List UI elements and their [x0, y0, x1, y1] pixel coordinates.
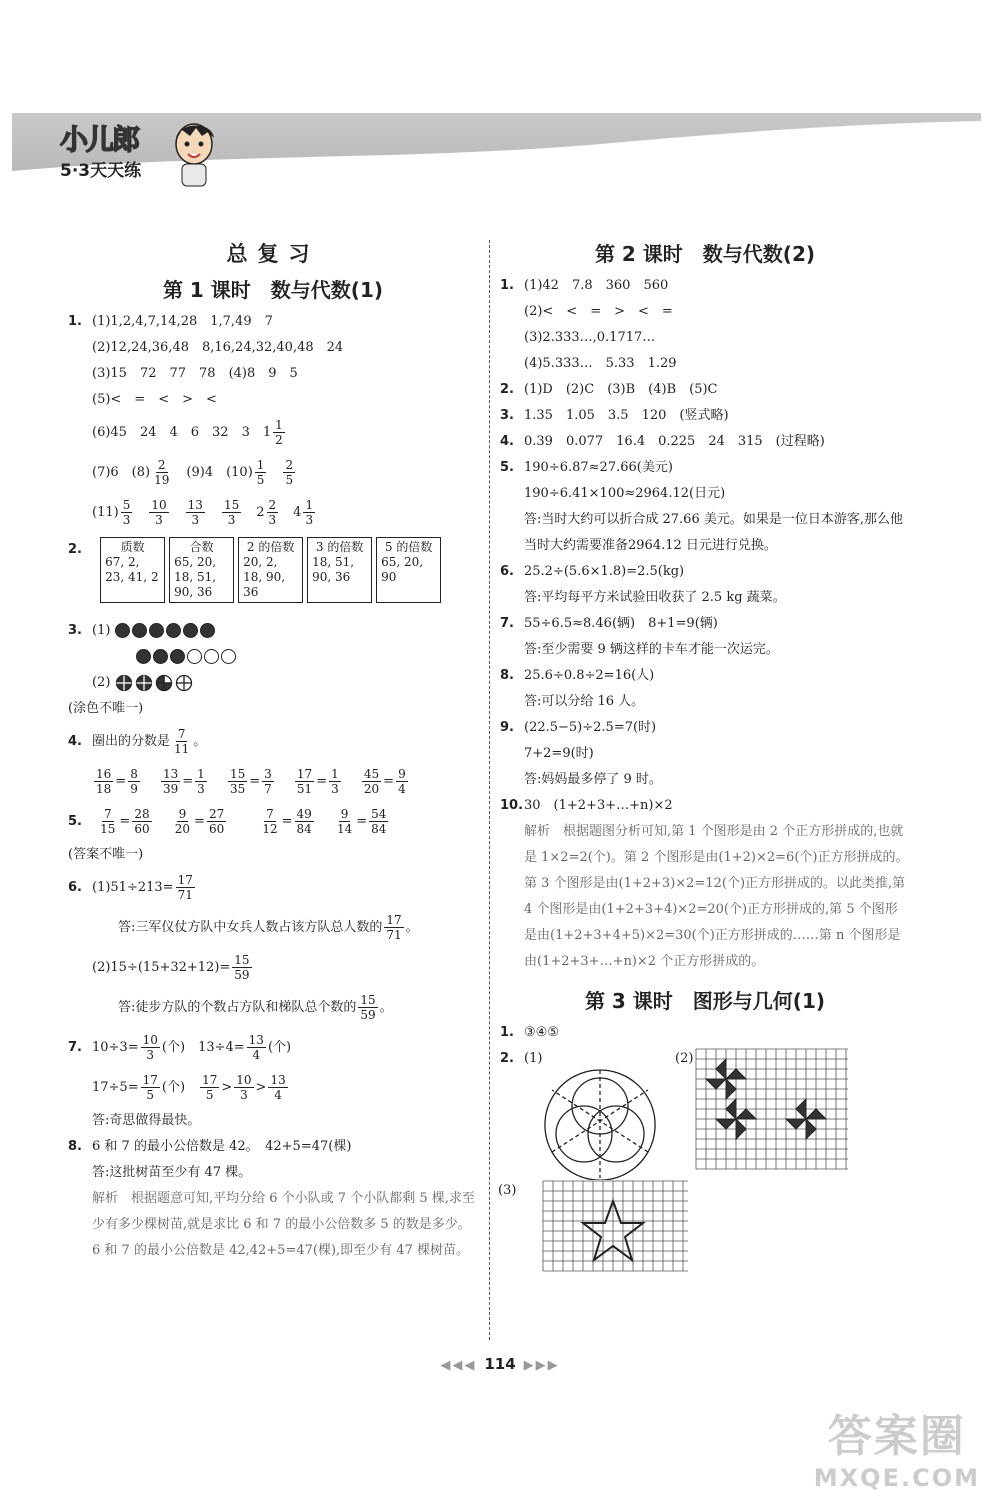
fraction	[176, 873, 195, 902]
r-q6-answer: 答:平均每平方米试验田收获了 2.5 kg 蔬菜。	[524, 590, 786, 605]
denominator: 11	[174, 742, 190, 756]
q1-line-5	[68, 413, 478, 453]
denominator: 59	[234, 968, 250, 982]
fraction	[141, 1033, 160, 1062]
q3-line-1	[68, 618, 478, 644]
fraction	[283, 458, 295, 487]
right-column	[500, 238, 910, 1278]
numerator: 1	[197, 767, 205, 781]
numerator: 1	[275, 418, 283, 432]
denominator: 51	[296, 782, 313, 796]
denominator: 4	[398, 782, 406, 796]
q6-ans-1-text: 答:三军仪仗方队中女兵人数占该方队总人数的	[118, 920, 383, 935]
denominator: 3	[240, 1088, 248, 1102]
q6-line-1	[68, 868, 478, 908]
denominator: 3	[191, 513, 200, 527]
page-number: 114	[484, 1355, 516, 1373]
r-q9-number: 9.	[500, 720, 514, 735]
equation: $\frac{7}{12}$ = $\frac{49}{84}$	[262, 807, 312, 836]
q1-line-6	[68, 453, 478, 493]
table-cell	[238, 537, 303, 603]
whole-part: 4	[293, 505, 302, 520]
q3-line-2	[68, 670, 478, 696]
q6-number: 6.	[68, 880, 82, 895]
r-q5-line-1	[500, 455, 910, 481]
numerator: 5	[122, 498, 131, 512]
period: 。	[379, 1000, 393, 1015]
denominator: 3	[305, 513, 314, 527]
lesson-2-title: 第 2 课时 数与代数(2)	[594, 242, 816, 266]
fraction	[260, 807, 279, 836]
r-q6-eq: 25.2÷(5.6×1.8)=2.5(kg)	[524, 564, 685, 579]
r-q9-line-1	[500, 715, 910, 741]
r-q2-line	[500, 377, 910, 403]
table-cell	[100, 537, 165, 603]
q5-equations	[68, 802, 478, 842]
fraction	[234, 1073, 253, 1102]
numerator: 9	[340, 807, 349, 821]
denominator: 35	[229, 782, 246, 796]
q7-line-2	[68, 1068, 478, 1108]
numerator: 17	[386, 913, 402, 927]
denominator: 19	[154, 473, 170, 487]
denominator: 20	[363, 782, 380, 796]
denominator: 20	[174, 822, 191, 836]
denominator: 71	[386, 928, 402, 942]
fraction	[128, 767, 140, 796]
g2-part-2-label: (2)	[675, 1051, 694, 1066]
q4-line-1	[68, 722, 478, 762]
table-cell	[307, 537, 372, 603]
empty-circle-icon	[221, 649, 236, 664]
r-q4-line	[500, 429, 910, 455]
unit: (个)	[161, 1080, 186, 1095]
q7-eq-1: 10÷3=	[92, 1040, 139, 1055]
watermark-url: MXQE.COM	[813, 1464, 980, 1492]
numerator: 10	[236, 1073, 252, 1087]
fraction	[369, 807, 388, 836]
fraction	[335, 807, 354, 836]
fraction	[384, 913, 403, 942]
numerator: 7	[177, 727, 186, 741]
denominator: 7	[264, 782, 272, 796]
q3-dots-row-2	[68, 644, 478, 670]
fraction	[94, 767, 113, 796]
table-cell	[169, 537, 234, 603]
cell-values: 20, 2, 18, 90, 36	[243, 555, 286, 599]
r-q6-line-1	[500, 559, 910, 585]
denominator: 71	[177, 888, 193, 902]
q2-number: 2.	[68, 542, 82, 557]
cell-values: 65, 20, 18, 51, 90, 36	[174, 555, 217, 599]
q8-line-1	[68, 1134, 478, 1160]
q6-eq-2: (2)15÷(15+32+12)=	[92, 960, 231, 975]
denominator: 5	[205, 1088, 214, 1102]
numerator: 17	[296, 767, 313, 781]
watermark-title: 答案圈	[827, 1411, 966, 1462]
numerator: 13	[248, 1033, 264, 1047]
r-q3-number: 3.	[500, 408, 514, 423]
r-q9-answer: 答:妈妈最多停了 9 时。	[524, 772, 662, 787]
denominator: 84	[371, 822, 387, 836]
denominator: 4	[274, 1088, 282, 1102]
r-q1-line-1	[500, 273, 910, 299]
q7-line-1	[68, 1028, 478, 1068]
fraction	[152, 458, 171, 487]
header-banner	[12, 113, 981, 183]
denominator: 3	[268, 513, 277, 527]
q5-number: 5.	[68, 814, 82, 829]
logo	[60, 118, 141, 181]
numerator: 2	[285, 458, 294, 472]
cell-header: 合数	[189, 540, 214, 554]
fraction	[295, 807, 314, 836]
r-q6-number: 6.	[500, 564, 514, 579]
fraction	[232, 953, 251, 982]
numerator: 13	[162, 767, 179, 781]
filled-circle-icon	[115, 623, 130, 638]
g2-number: 2.	[500, 1051, 514, 1066]
q1-l7-text: (11)	[92, 505, 119, 520]
r-q4-answer: 0.39 0.077 16.4 0.225 24 315 (过程略)	[524, 434, 825, 449]
q6-eq-1: (1)51÷213=	[92, 880, 174, 895]
fraction	[329, 767, 341, 796]
q1-l6-text-b: (9)4 (10)	[186, 465, 253, 480]
denominator: 84	[296, 822, 312, 836]
g1-number: 1.	[500, 1025, 514, 1040]
left-arrows-icon: ◀◀◀	[440, 1358, 477, 1373]
q1-l5-text: (6)45 24 4 6 32 3 1	[92, 425, 272, 440]
denominator: 15	[100, 822, 116, 836]
numerator: 45	[363, 767, 380, 781]
denominator: 3	[146, 1048, 155, 1062]
numerator: 8	[130, 767, 138, 781]
r-q9-line-2: 7+2=9(时)	[524, 746, 594, 761]
r-q8-number: 8.	[500, 668, 514, 683]
numerator: 15	[223, 498, 240, 512]
fraction	[273, 418, 285, 447]
numerator: 16	[96, 767, 112, 781]
logo-title: 小儿郎	[60, 123, 139, 156]
denominator: 3	[197, 782, 205, 796]
filled-circle-icon	[136, 649, 151, 664]
equation: $\frac{45}{20}$ = $\frac{9}{4}$	[363, 767, 406, 796]
filled-circle-icon	[132, 623, 147, 638]
q3-number: 3.	[68, 623, 82, 638]
pinwheel-grid-figure	[695, 1048, 850, 1178]
numerator: 1	[256, 458, 265, 472]
r-q1-line-3: (3)2.333…,0.1717…	[524, 330, 656, 345]
numerator: 1	[305, 498, 314, 512]
denominator: 39	[162, 782, 179, 796]
fraction	[132, 807, 151, 836]
fraction	[303, 498, 315, 527]
r-q10-answer: 30 (1+2+3+…+n)×2	[524, 798, 673, 813]
numerator: 10	[142, 1033, 158, 1047]
quartered-circles-icon	[115, 674, 205, 692]
greater-than: >	[255, 1080, 267, 1095]
r-q9-eq-1: (22.5−5)÷2.5=7(时)	[524, 720, 657, 735]
filled-circle-icon	[170, 649, 185, 664]
fraction	[141, 1073, 160, 1102]
period: 。	[193, 734, 207, 749]
fraction	[268, 1073, 287, 1102]
r-q5-number: 5.	[500, 460, 514, 475]
r-q8-answer: 答:可以分给 16 人。	[524, 694, 645, 709]
r-q1-line-4: (4)5.333… 5.33 1.29	[524, 356, 677, 371]
equation: $\frac{9}{20}$ = $\frac{27}{60}$	[174, 807, 225, 836]
q3-part-2-label: (2)	[92, 675, 111, 690]
q8-answer: 答:这批树苗至少有 47 棵。	[92, 1165, 252, 1180]
filled-circle-icon	[149, 623, 164, 638]
equation: $\frac{16}{18}$ = $\frac{8}{9}$	[96, 767, 138, 796]
table-cell	[376, 537, 441, 603]
q1-l6-text-a: (7)6 (8)	[92, 465, 151, 480]
q1-line-7	[68, 493, 478, 533]
numerator: 27	[208, 807, 225, 821]
logo-subtitle: 5·3天天练	[60, 161, 142, 181]
fraction	[161, 767, 180, 796]
denominator: 5	[285, 473, 294, 487]
numerator: 17	[142, 1073, 158, 1087]
r-q8-line-1	[500, 663, 910, 689]
r-q1-number: 1.	[500, 278, 514, 293]
numerator: 54	[371, 807, 387, 821]
period: 。	[405, 920, 419, 935]
fraction	[149, 498, 168, 527]
cell-header: 3 的倍数	[315, 540, 364, 554]
denominator: 3	[331, 782, 339, 796]
numerator: 13	[187, 498, 203, 512]
q1-line-4: (5)< = < > <	[92, 392, 217, 407]
number-classification-table	[96, 537, 445, 603]
filled-circle-icon	[153, 649, 168, 664]
r-q8-eq: 25.6÷0.8÷2=16(人)	[524, 668, 655, 683]
lesson-3-title: 第 3 课时 图形与几何(1)	[584, 989, 826, 1013]
g2-part-1-label: (1)	[524, 1051, 543, 1066]
g2-part-3	[500, 1178, 910, 1278]
q7-answer: 答:奇思做得最快。	[92, 1113, 201, 1128]
r-q1-line-2: (2)< < = > < =	[524, 304, 673, 319]
fraction	[121, 498, 133, 527]
filled-circle-icon	[183, 623, 198, 638]
fraction	[222, 498, 241, 527]
r-q2-answer: (1)D (2)C (3)B (4)B (5)C	[524, 382, 718, 397]
q7-number: 7.	[68, 1040, 82, 1055]
q1-line-1	[68, 309, 478, 335]
q7-eq-2: 13÷4=	[198, 1040, 245, 1055]
cell-header: 2 的倍数	[246, 540, 295, 554]
reuleaux-circles-figure	[540, 1060, 660, 1180]
unit: (个)	[161, 1040, 186, 1055]
denominator: 5	[146, 1088, 155, 1102]
filled-circle-icon	[200, 623, 215, 638]
fraction	[362, 767, 381, 796]
fraction	[396, 767, 408, 796]
r-q1-answer-1: (1)42 7.8 360 560	[524, 278, 669, 293]
r-q7-answer: 答:至少需要 9 辆这样的卡车才能一次运完。	[524, 642, 779, 657]
fraction	[98, 807, 117, 836]
fraction	[195, 767, 207, 796]
unit: (个)	[267, 1040, 292, 1055]
equation: $\frac{7}{15}$ = $\frac{28}{60}$	[100, 807, 150, 836]
q1-answer-1: (1)1,2,4,7,14,28 1,7,49 7	[92, 314, 273, 329]
filled-circle-icon	[166, 623, 181, 638]
q3-note: (涂色不唯一)	[68, 701, 144, 716]
denominator: 60	[208, 822, 225, 836]
denominator: 59	[360, 1008, 376, 1022]
q4-text: 圈出的分数是	[92, 734, 171, 749]
denominator: 14	[336, 822, 353, 836]
empty-circle-icon	[187, 649, 202, 664]
q3-part-1-label: (1)	[92, 623, 111, 638]
numerator: 7	[266, 807, 274, 821]
fraction	[262, 767, 274, 796]
numerator: 28	[134, 807, 150, 821]
r-q5-answer: 答:当时大约可以折合成 27.66 美元。如果是一位日本游客,那么他当时大约需要准备2964.12 日元进行兑换。	[524, 512, 903, 553]
numerator: 15	[234, 953, 250, 967]
g2-part-3-label: (3)	[498, 1183, 517, 1198]
q1-number: 1.	[68, 314, 82, 329]
fraction	[247, 1033, 266, 1062]
denominator: 60	[134, 822, 150, 836]
r-q7-number: 7.	[500, 616, 514, 631]
numerator: 3	[264, 767, 272, 781]
equation: $\frac{9}{14}$ = $\frac{54}{84}$	[336, 807, 387, 836]
cell-header: 5 的倍数	[384, 540, 433, 554]
whole-part: 2	[256, 505, 265, 520]
g1-answer: ③④⑤	[524, 1025, 559, 1040]
fraction	[172, 727, 191, 756]
denominator: 18	[96, 782, 112, 796]
numerator: 17	[202, 1073, 218, 1087]
numerator: 9	[178, 807, 187, 821]
column-divider	[489, 240, 490, 1340]
r-q5-eq-1: 190÷6.87≈27.66(美元)	[524, 460, 673, 475]
numerator: 15	[360, 993, 376, 1007]
right-arrows-icon: ▶▶▶	[523, 1358, 560, 1373]
r-q10-analysis: 解析 根据题图分析可知,第 1 个图形是由 2 个正方形拼成的,也就是 1×2=2(个)。第 2 个图形是由(1+2)×2=6(个)正方形拼成的。第 3 个图形是由(1+2+3)×2=12(个)正方形拼成的。以此类推,第 4 个图形是由(1+2+3+4)×2=20(个)正方形拼成的,第 5 个图形是由(1+2+3+4+5)×2=30(个)正方形拼成的……第 n 个图形是由(1+2+3+…+n)×2 个正方形拼成的。	[524, 824, 909, 969]
numerator: 9	[398, 767, 406, 781]
q4-equations	[68, 762, 478, 802]
numerator: 1	[331, 767, 339, 781]
equation: $\frac{13}{39}$ = $\frac{1}{3}$	[162, 767, 205, 796]
left-column	[68, 238, 478, 1264]
equation: $\frac{15}{35}$ = $\frac{3}{7}$	[229, 767, 272, 796]
numerator: 15	[229, 767, 246, 781]
q6-answer-2	[68, 988, 478, 1028]
cell-header: 质数	[120, 540, 145, 554]
r-q3-line	[500, 403, 910, 429]
numerator: 2	[157, 458, 166, 472]
q6-line-2	[68, 948, 478, 988]
equation: $\frac{17}{51}$ = $\frac{1}{3}$	[296, 767, 339, 796]
numerator: 10	[151, 498, 167, 512]
g1-line	[500, 1020, 910, 1046]
page-footer	[0, 1355, 1000, 1373]
q1-line-2: (2)12,24,36,48 8,16,24,32,40,48 24	[92, 340, 344, 355]
numerator: 49	[296, 807, 312, 821]
q2-block	[68, 537, 478, 610]
q6-ans-2-text: 答:徒步方队的个数占方队和梯队总个数的	[118, 1000, 357, 1015]
g2-figures	[500, 1046, 910, 1176]
lesson-1-title: 第 1 课时 数与代数(1)	[162, 278, 384, 302]
fraction	[200, 1073, 219, 1102]
denominator: 3	[227, 513, 236, 527]
denominator: 5	[256, 473, 265, 487]
fraction	[267, 498, 279, 527]
r-q2-number: 2.	[500, 382, 514, 397]
numerator: 17	[177, 873, 193, 887]
fraction	[255, 458, 267, 487]
r-q10-number: 10.	[500, 798, 524, 813]
q5-note: (答案不唯一)	[68, 847, 144, 862]
q7-eq-3: 17÷5=	[92, 1080, 139, 1095]
r-q3-answer: 1.35 1.05 3.5 120 (竖式略)	[524, 408, 729, 423]
r-q10-line-1	[500, 793, 910, 819]
fraction	[228, 767, 247, 796]
fraction	[358, 993, 377, 1022]
r-q7-line-1	[500, 611, 910, 637]
cell-values: 18, 51, 90, 36	[312, 555, 355, 584]
fraction	[295, 767, 314, 796]
kid-mascot-icon	[168, 118, 220, 188]
watermark	[814, 1400, 980, 1492]
q8-number: 8.	[68, 1139, 82, 1154]
banner-wave	[12, 113, 981, 183]
q8-eq: 6 和 7 的最小公倍数是 42。 42+5=47(棵)	[92, 1139, 352, 1154]
q1-line-3: (3)15 72 77 78 (4)8 9 5	[92, 366, 298, 381]
cell-values: 67, 2, 23, 41, 2	[105, 555, 159, 584]
r-q7-eq: 55÷6.5≈8.46(辆) 8+1=9(辆)	[524, 616, 718, 631]
cell-values: 65, 20, 90	[381, 555, 424, 584]
q8-analysis: 解析 根据题意可知,平均分给 6 个小队或 7 个小队都剩 5 棵,求至少有多少棵树苗,就是求比 6 和 7 的最小公倍数多 5 的数是多少。6 和 7 的最小公倍数是 42,42+5=47(棵),即至少有 47 棵树苗。	[92, 1191, 475, 1258]
numerator: 13	[270, 1073, 286, 1087]
greater-than: >	[221, 1080, 233, 1095]
r-q5-line-2: 190÷6.41×100≈2964.12(日元)	[524, 486, 726, 501]
numerator: 7	[103, 807, 112, 821]
fraction	[207, 807, 226, 836]
denominator: 3	[122, 513, 131, 527]
fraction	[186, 498, 205, 527]
r-q4-number: 4.	[500, 434, 514, 449]
denominator: 3	[155, 513, 163, 527]
denominator: 4	[252, 1048, 261, 1062]
q6-answer-1	[68, 908, 478, 948]
fraction	[173, 807, 192, 836]
section-title: 总复习	[226, 242, 320, 266]
q3-dots-row-1	[115, 623, 217, 638]
empty-circle-icon	[204, 649, 219, 664]
star-grid-figure	[542, 1180, 690, 1280]
numerator: 2	[268, 498, 277, 512]
denominator: 12	[262, 822, 278, 836]
denominator: 9	[130, 782, 138, 796]
denominator: 2	[275, 433, 283, 447]
q4-number: 4.	[68, 734, 82, 749]
